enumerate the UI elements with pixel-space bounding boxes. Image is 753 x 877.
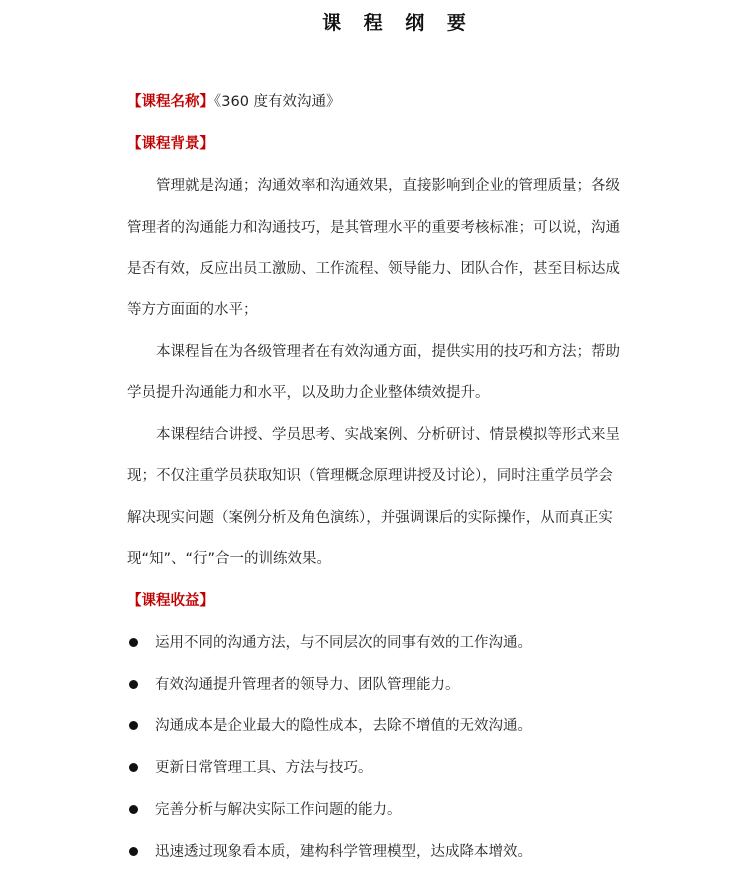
benefit-text: 运用不同的沟通方法，与不同层次的同事有效的工作沟通。 — [155, 635, 532, 651]
bullet-dot-icon — [129, 680, 138, 689]
background-line: 管理就是沟通；沟通效率和沟通效果，直接影响到企业的管理质量；各级 — [127, 178, 620, 194]
benefit-text: 沟通成本是企业最大的隐性成本，去除不增值的无效沟通。 — [155, 718, 532, 734]
bullet-dot-icon — [129, 847, 138, 856]
background-line: 解决现实问题（案例分析及角色演练），并强调课后的实际操作，从而真正实 — [127, 510, 613, 526]
background-line: 等方方面面的水平； — [127, 302, 258, 318]
benefit-item — [127, 842, 687, 862]
background-line: 本课程旨在为各级管理者在有效沟通方面，提供实用的技巧和方法；帮助 — [127, 344, 620, 360]
background-line: 是否有效，反应出员工激励、工作流程、领导能力、团队合作，甚至目标达成 — [127, 261, 620, 277]
page-title: 课 程 纲 要 — [322, 12, 474, 34]
course-name-value: 《360 度有效沟通》 — [214, 94, 341, 110]
background-line: 管理者的沟通能力和沟通技巧，是其管理水平的重要考核标准；可以说，沟通 — [127, 220, 620, 236]
benefit-item — [127, 716, 687, 736]
benefit-item — [127, 633, 687, 653]
bullet-dot-icon — [129, 763, 138, 772]
bullet-dot-icon — [129, 721, 138, 730]
bullet-dot-icon — [129, 638, 138, 647]
bullet-dot-icon — [129, 805, 138, 814]
benefit-text: 更新日常管理工具、方法与技巧。 — [155, 760, 373, 776]
background-line: 学员提升沟通能力和水平，以及助力企业整体绩效提升。 — [127, 385, 490, 401]
benefit-text: 有效沟通提升管理者的领导力、团队管理能力。 — [155, 677, 460, 693]
benefit-item — [127, 800, 687, 820]
benefit-text: 迅速透过现象看本质，建构科学管理模型，达成降本增效。 — [155, 844, 532, 860]
background-line: 现；不仅注重学员获取知识（管理概念原理讲授及讨论），同时注重学员学会 — [127, 468, 613, 484]
background-heading: 【课程背景】 — [127, 136, 214, 152]
benefit-item — [127, 675, 687, 695]
benefits-heading: 【课程收益】 — [127, 593, 214, 609]
course-name-line — [127, 92, 341, 112]
course-name-label: 【课程名称】 — [127, 94, 214, 110]
background-line: 现“知”、“行”合一的训练效果。 — [127, 551, 332, 567]
benefit-text: 完善分析与解决实际工作问题的能力。 — [155, 802, 402, 818]
background-line: 本课程结合讲授、学员思考、实战案例、分析研讨、情景模拟等形式来呈 — [127, 427, 620, 443]
benefit-item — [127, 758, 687, 778]
